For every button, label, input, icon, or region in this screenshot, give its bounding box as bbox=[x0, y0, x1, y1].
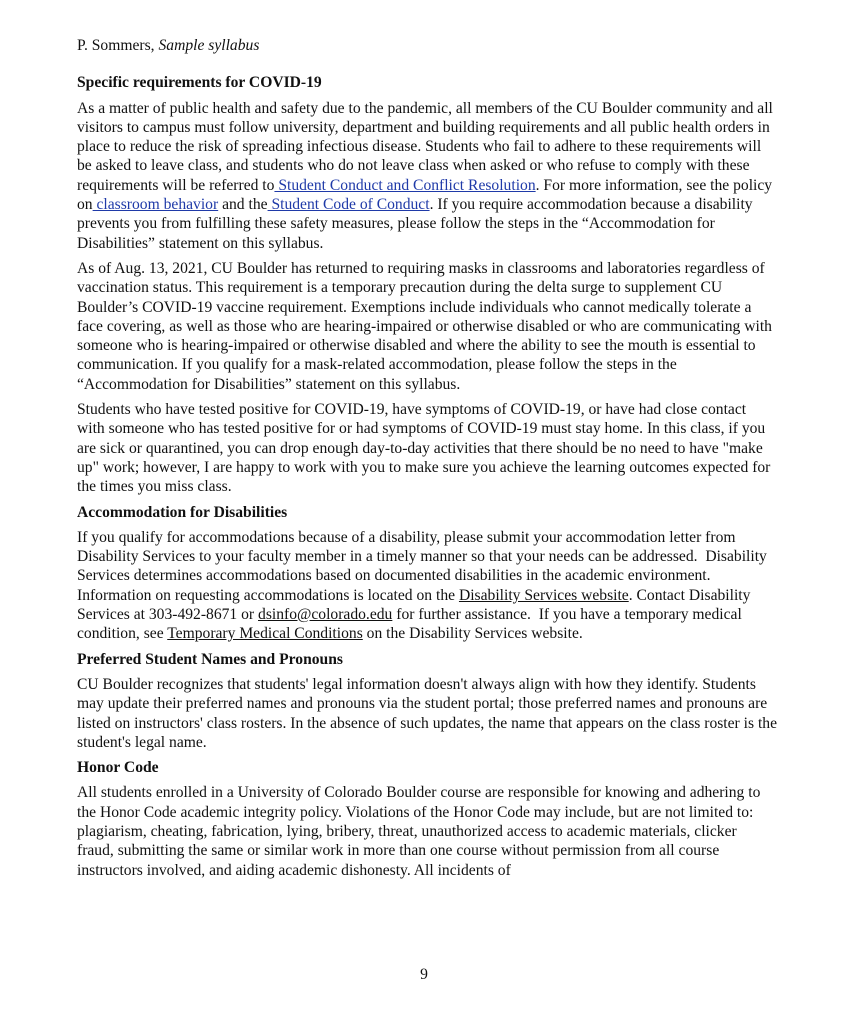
classroom-behavior-link[interactable]: classroom behavior bbox=[92, 196, 219, 214]
student-conduct-link[interactable]: Student Conduct and Conflict Resolution bbox=[274, 176, 536, 194]
covid-paragraph-2: As of Aug. 13, 2021, CU Boulder has returned to requiring masks in classrooms and laboratories regardless of vaccination status. This requirement is a temporary precaution during the delta surge to supplement CU Boulder’s COVID-19 vaccine requirement. Exemptions include individuals who cannot medically tolerate a face covering, as well as those who are hearing-impaired or otherwise disabled or who are communicating with someone who is hearing-impaired or otherwise disabled and where the ability to see the mouth is essential to communication. If you qualify for a mask-related accommodation, please follow the steps in the “Accommodation for Disabilities” statement on this syllabus. bbox=[77, 259, 772, 393]
section-heading-disabilities: Accommodation for Disabilities bbox=[77, 503, 288, 521]
page-number: 9 bbox=[420, 966, 428, 983]
section-disabilities bbox=[77, 503, 777, 644]
disabilities-paragraph bbox=[77, 528, 777, 644]
honor-code-paragraph: All students enrolled in a University of Colorado Boulder course are responsible for knowing and adhering to the Honor Code academic integrity policy. Violations of the Honor Code may include, but are not limited to: plagiarism, cheating, fabrication, lying, bribery, threat, unauthorized access to academic materials, clicker fraud, submitting the same or similar work in more than one course without permission from all course instructors involved, and aiding academic dishonesty. All incidents of bbox=[77, 784, 761, 879]
section-heading-honor-code: Honor Code bbox=[77, 759, 159, 777]
temporary-medical-conditions-link[interactable]: Temporary Medical Conditions bbox=[167, 625, 363, 643]
header-title: Sample syllabus bbox=[158, 37, 260, 54]
document-page bbox=[77, 36, 777, 886]
text-run: on the Disability Services website. bbox=[362, 625, 583, 643]
text-run: and the bbox=[218, 196, 268, 214]
section-honor-code bbox=[77, 758, 777, 880]
text-run: for further assistance. If you have a temporary medical condition, see bbox=[77, 606, 742, 643]
text-run: . If you require accommodation because a disability prevents you from fulfilling these safety measures, please follow the steps in the “Accommodation for Disabilities” statement on this syllabus. bbox=[77, 196, 753, 252]
section-heading-preferred-names: Preferred Student Names and Pronouns bbox=[77, 650, 343, 668]
text-run: . For more information, see the policy on bbox=[77, 176, 773, 214]
covid-paragraph-1 bbox=[77, 99, 777, 253]
dsinfo-email-link[interactable]: dsinfo@colorado.edu bbox=[258, 606, 393, 624]
covid-paragraph-3: Students who have tested positive for COVID-19, have symptoms of COVID-19, or have had close contact with someone who has tested positive for or had symptoms of COVID-19 must stay home. In this class, if you are sick or quarantined, you can drop enough day-to-day activities that there should be no need to have "make up" work; however, I are happy to work with you to make sure you achieve the learning outcomes expected for the times you miss class. bbox=[77, 401, 771, 496]
section-preferred-names bbox=[77, 650, 777, 752]
text-run: If you qualify for accommodations because of a disability, please submit your accommodation letter from Disability Services to your faculty member in a timely manner so that your needs can be addressed. Disability Services determines accommodations based on documented disabilities in the academic environment. Information on requesting accommodations is located on the bbox=[77, 528, 767, 604]
section-covid bbox=[77, 73, 777, 496]
text-run: As a matter of public health and safety due to the pandemic, all members of the CU Boulder community and all visitors to campus must follow university, department and building requirements and all public health orders in place to reduce the risk of spreading infectious disease. Students who fail to adhere to these requirements will be asked to leave class, and students who do not leave class when asked or who refuse to comply with these requirements will be referred to bbox=[77, 99, 773, 194]
student-code-of-conduct-link[interactable]: Student Code of Conduct bbox=[267, 196, 430, 214]
section-heading-covid: Specific requirements for COVID-19 bbox=[77, 74, 322, 92]
text-run: . Contact Disability Services at 303-492-8671 or bbox=[77, 586, 751, 624]
disability-services-website-link[interactable]: Disability Services website bbox=[458, 586, 629, 604]
preferred-names-paragraph: CU Boulder recognizes that students' legal information doesn't always align with how they identify. Students may update their preferred names and pronouns via the student portal; those preferred names and pronouns are listed on instructors' class rosters. In the absence of such updates, the name that appears on the class roster is the student's legal name. bbox=[77, 675, 777, 751]
header-author: P. Sommers, bbox=[77, 37, 155, 54]
running-header bbox=[77, 36, 777, 55]
